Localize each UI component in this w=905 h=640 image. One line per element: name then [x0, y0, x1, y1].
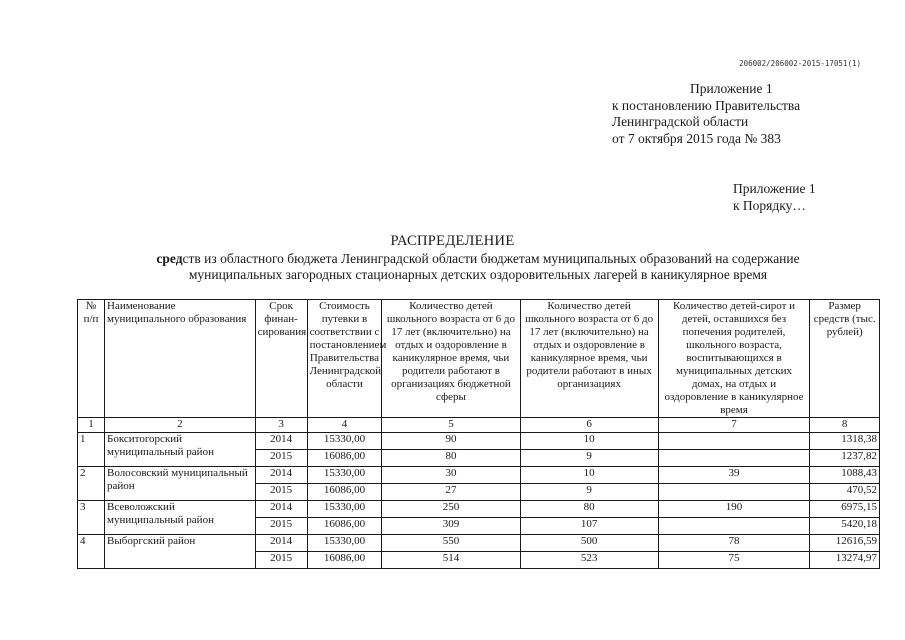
voucher-cost-cell: 15330,00: [307, 535, 382, 552]
column-number: 4: [307, 418, 382, 433]
voucher-cost-cell: 16086,00: [307, 484, 382, 501]
children-budget-sphere-cell: 514: [382, 552, 520, 569]
municipality-name-cell: Всеволожский муниципальный район: [105, 501, 256, 535]
voucher-cost-cell: 15330,00: [307, 501, 382, 518]
appendix-line: Ленинградской области: [612, 114, 749, 129]
voucher-cost-cell: 15330,00: [307, 467, 382, 484]
table-row: [78, 433, 880, 450]
appendix-line: от 7 октября 2015 года № 383: [612, 130, 781, 146]
header-cell-number: № п/п: [78, 300, 105, 418]
row-number-cell: 4: [78, 535, 105, 569]
orphans-cell: [658, 433, 810, 450]
appendix-to-resolution: [612, 81, 800, 147]
orphans-cell: 78: [658, 535, 810, 552]
children-budget-sphere-cell: 90: [382, 433, 520, 450]
document-title: РАСПРЕДЕЛЕНИЕ: [390, 233, 515, 249]
voucher-cost-cell: 16086,00: [307, 552, 382, 569]
voucher-cost-cell: 15330,00: [307, 433, 382, 450]
year-cell: 2014: [255, 433, 307, 450]
children-other-orgs-cell: 10: [520, 467, 658, 484]
funds-amount-cell: 1318,38: [810, 433, 880, 450]
appendix-line: Приложение 1: [733, 181, 816, 196]
column-numbers-row: [78, 418, 880, 433]
year-cell: 2015: [255, 518, 307, 535]
table-row: [78, 467, 880, 484]
children-other-orgs-cell: 9: [520, 484, 658, 501]
municipality-name-cell: Выборгский район: [105, 535, 256, 569]
municipality-name-cell: Бокситогорский муниципальный район: [105, 433, 256, 467]
subtitle-bold-part: сред: [156, 251, 183, 266]
year-cell: 2015: [255, 552, 307, 569]
municipality-name-cell: Волосовский муниципальный район: [105, 467, 256, 501]
funds-amount-cell: 6975,15: [810, 501, 880, 518]
appendix-line: Приложение 1: [690, 81, 773, 96]
subtitle-line-2: муниципальных загородных стационарных детских оздоровительных лагерей в каникулярное время: [188, 267, 768, 282]
subtitle-line-1: ств из областного бюджета Ленинградской области бюджетам муниципальных образований на содержание: [182, 251, 800, 266]
header-cell-funds-amount: Размер средств (тыс. рублей): [810, 300, 880, 418]
appendix-to-procedure: [733, 181, 816, 214]
children-budget-sphere-cell: 550: [382, 535, 520, 552]
year-cell: 2014: [255, 501, 307, 518]
children-other-orgs-cell: 80: [520, 501, 658, 518]
table-header-row: [78, 300, 880, 418]
column-number: 2: [105, 418, 256, 433]
row-number-cell: 3: [78, 501, 105, 535]
header-cell-municipality: Наименование муниципального образования: [105, 300, 256, 418]
funds-amount-cell: 470,52: [810, 484, 880, 501]
funds-amount-cell: 12616,59: [810, 535, 880, 552]
orphans-cell: 39: [658, 467, 810, 484]
orphans-cell: [658, 450, 810, 467]
year-cell: 2015: [255, 484, 307, 501]
orphans-cell: [658, 484, 810, 501]
appendix-line: к постановлению Правительства: [612, 97, 801, 113]
column-number: 7: [658, 418, 810, 433]
header-cell-voucher-cost: Стоимость путевки в соответствии с постановлением Правительства Ленинградской области: [307, 300, 382, 418]
children-other-orgs-cell: 523: [520, 552, 658, 569]
column-number: 3: [255, 418, 307, 433]
distribution-table: [77, 299, 880, 569]
year-cell: 2015: [255, 450, 307, 467]
children-other-orgs-cell: 9: [520, 450, 658, 467]
children-budget-sphere-cell: 250: [382, 501, 520, 518]
column-number: 5: [382, 418, 520, 433]
row-number-cell: 1: [78, 433, 105, 467]
year-cell: 2014: [255, 467, 307, 484]
voucher-cost-cell: 16086,00: [307, 518, 382, 535]
year-cell: 2014: [255, 535, 307, 552]
table-row: [78, 535, 880, 552]
children-budget-sphere-cell: 27: [382, 484, 520, 501]
appendix-line: к Порядку…: [733, 197, 806, 213]
column-number: 8: [810, 418, 880, 433]
orphans-cell: [658, 518, 810, 535]
table-row: [78, 501, 880, 518]
orphans-cell: 190: [658, 501, 810, 518]
column-number: 6: [520, 418, 658, 433]
orphans-cell: 75: [658, 552, 810, 569]
funds-amount-cell: 13274,97: [810, 552, 880, 569]
children-other-orgs-cell: 107: [520, 518, 658, 535]
funds-amount-cell: 5420,18: [810, 518, 880, 535]
header-cell-children-other-orgs: Количество детей школьного возраста от 6 до 17 лет (включительно) на отдых и оздоровление в каникулярное время, чьи родители работают в иных организациях: [520, 300, 658, 418]
row-number-cell: 2: [78, 467, 105, 501]
funds-amount-cell: 1237,82: [810, 450, 880, 467]
document-id: 206002/206002-2015-17051(1): [739, 59, 861, 68]
children-budget-sphere-cell: 80: [382, 450, 520, 467]
children-budget-sphere-cell: 30: [382, 467, 520, 484]
voucher-cost-cell: 16086,00: [307, 450, 382, 467]
header-cell-orphans: Количество детей-сирот и детей, оставшихся без попечения родителей, школьного возраста, воспитывающихся в муниципальных детских домах, на отдых и оздоровление в каникулярное время: [658, 300, 810, 418]
children-other-orgs-cell: 500: [520, 535, 658, 552]
children-other-orgs-cell: 10: [520, 433, 658, 450]
header-cell-period: Срок финан-сирования: [255, 300, 307, 418]
document-subtitle: [118, 251, 838, 283]
children-budget-sphere-cell: 309: [382, 518, 520, 535]
column-number: 1: [78, 418, 105, 433]
funds-amount-cell: 1088,43: [810, 467, 880, 484]
header-cell-children-budget-sphere: Количество детей школьного возраста от 6 до 17 лет (включительно) на отдых и оздоровление в каникулярное время, чьи родители работают в организациях бюджетной сферы: [382, 300, 520, 418]
